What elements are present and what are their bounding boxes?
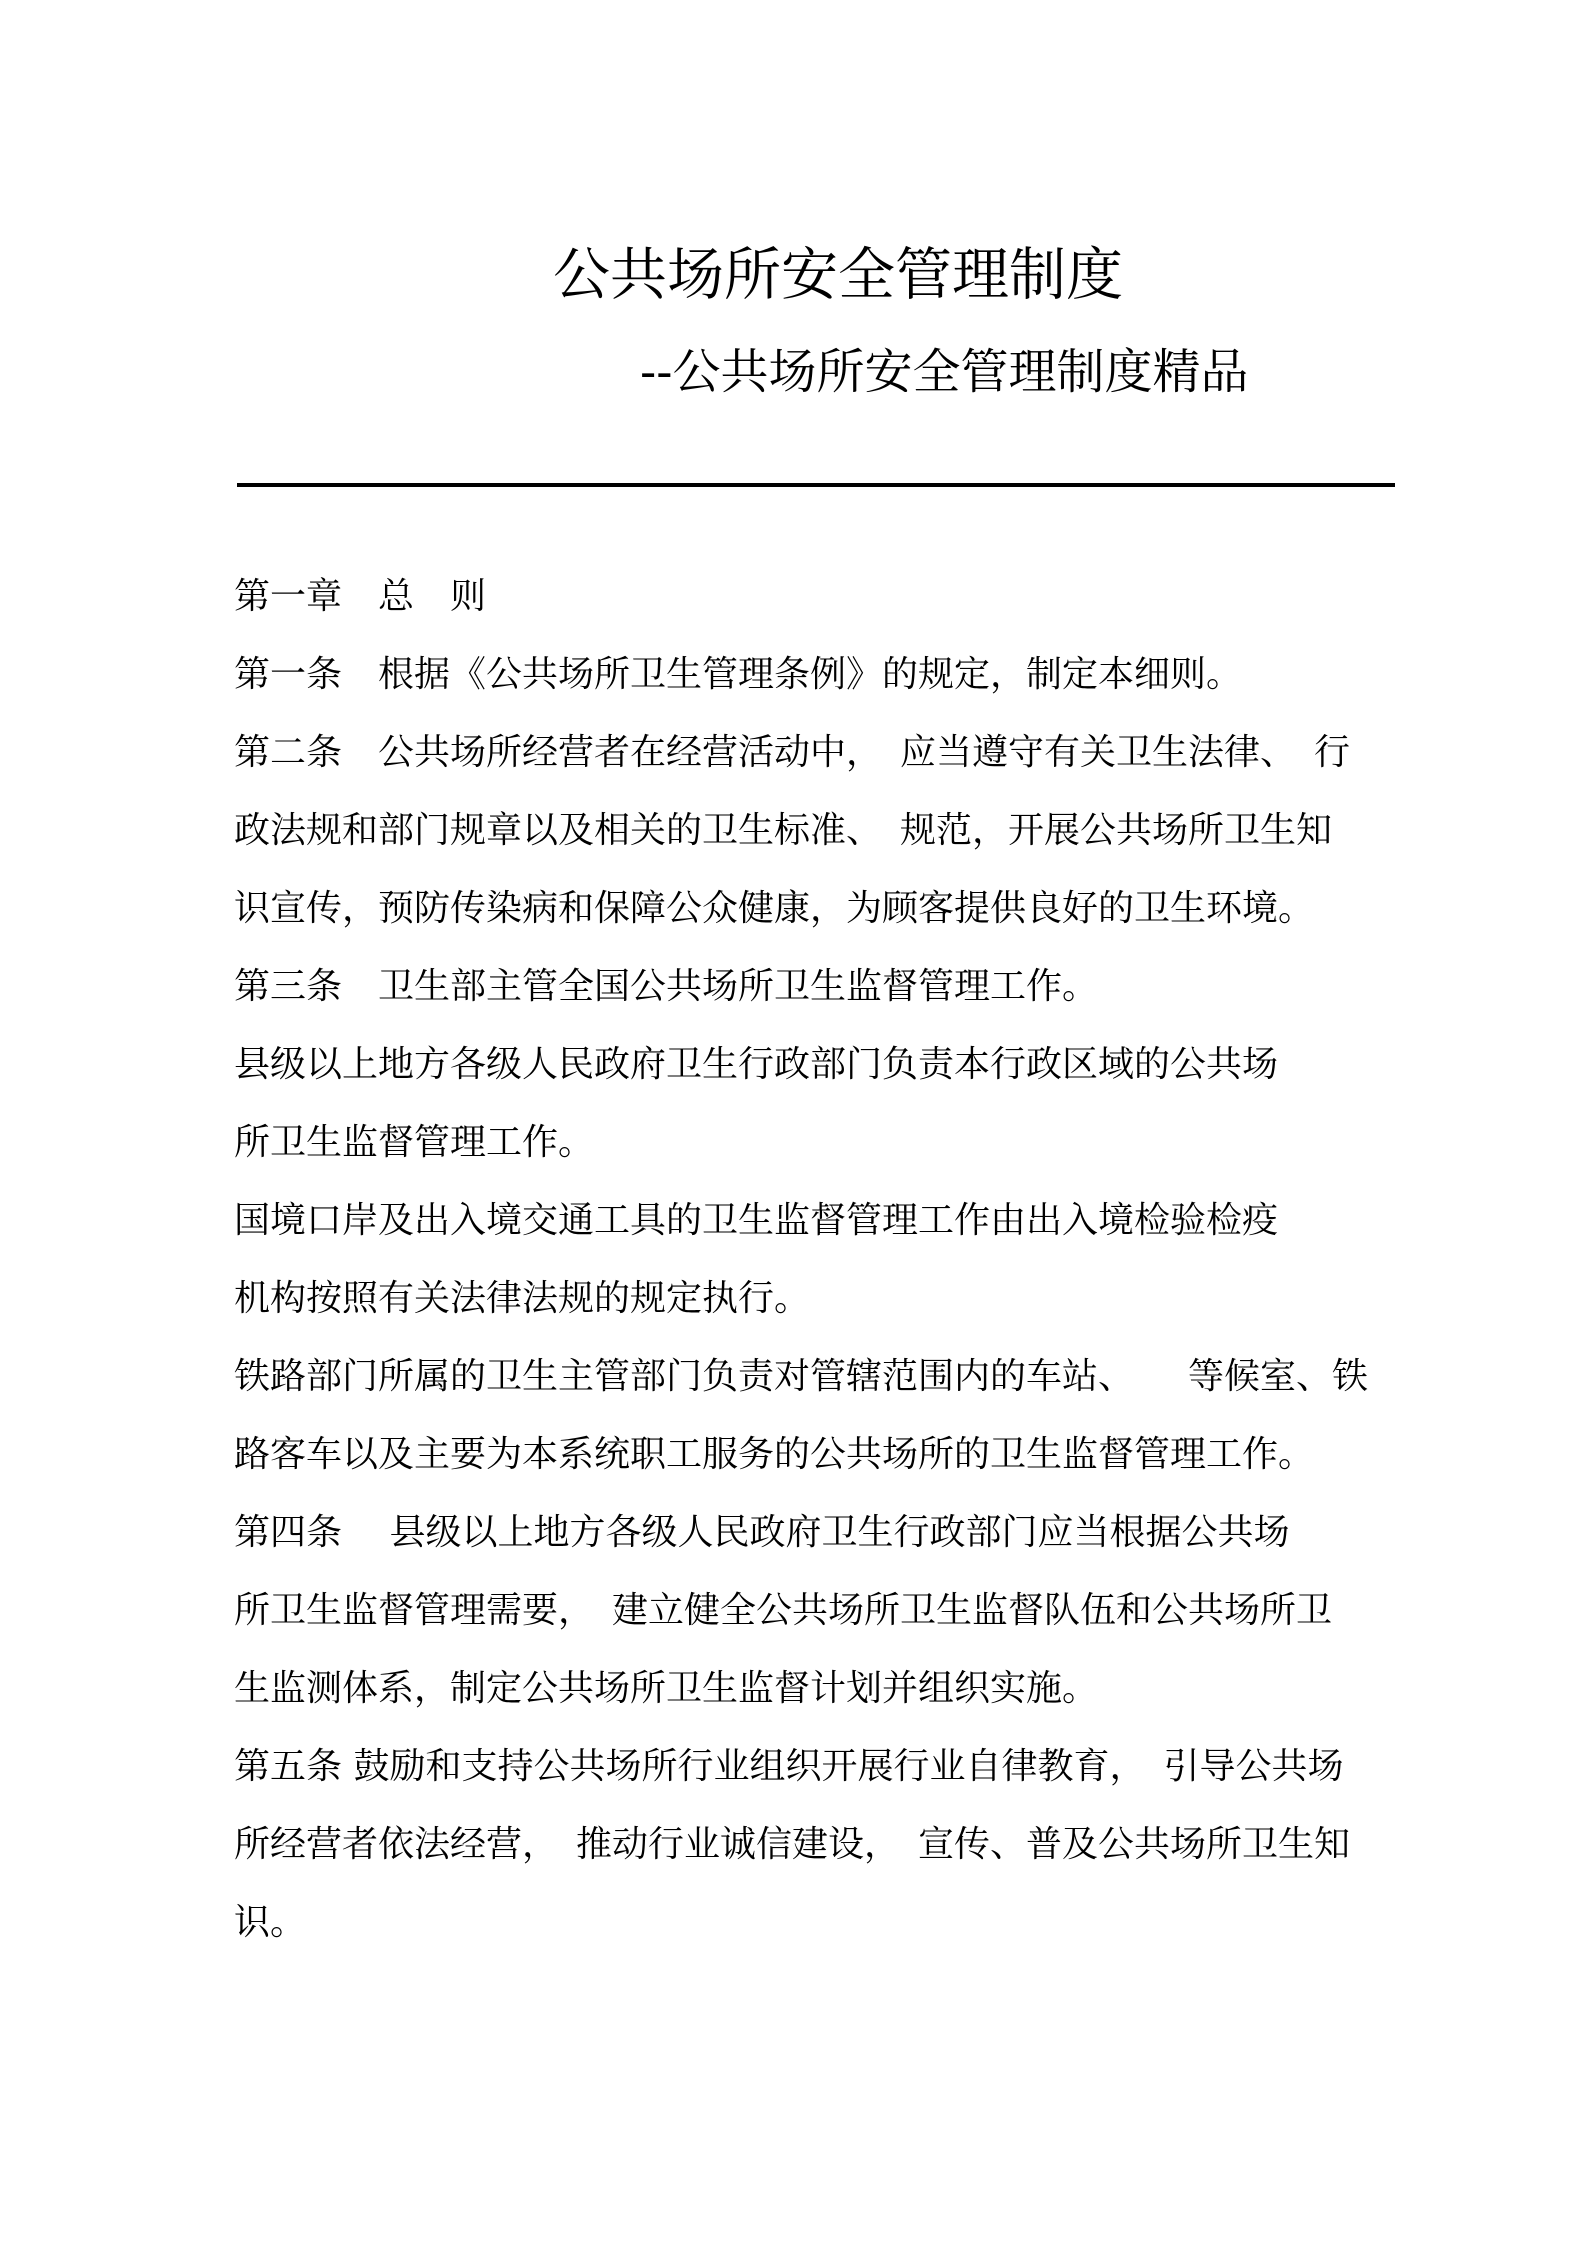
document-body xyxy=(0,558,1594,1962)
document-title: 公共场所安全管理制度 xyxy=(553,242,1123,308)
title-divider xyxy=(237,483,1395,487)
body-line-article-4-l2: 所卫生监督管理需要， 建立健全公共场所卫生监督队伍和公共场所卫 xyxy=(234,1590,1333,1631)
body-line-article-3-p3-l1: 国境口岸及出入境交通工具的卫生监督管理工作由出入境检验检疫 xyxy=(234,1200,1279,1241)
body-line-article-4-l3: 生监测体系，制定公共场所卫生监督计划并组织实施。 xyxy=(234,1668,1099,1709)
body-line-article-3-p2-l1: 县级以上地方各级人民政府卫生行政部门负责本行政区域的公共场 xyxy=(234,1044,1279,1085)
body-line-article-4-l1: 第四条 县级以上地方各级人民政府卫生行政部门应当根据公共场 xyxy=(234,1512,1290,1553)
body-line-article-3-p3-l2: 机构按照有关法律法规的规定执行。 xyxy=(234,1278,811,1319)
body-line-article-3-p4-l2: 路客车以及主要为本系统职工服务的公共场所的卫生监督管理工作。 xyxy=(234,1434,1315,1475)
body-line-article-1: 第一条 根据《公共场所卫生管理条例》的规定，制定本细则。 xyxy=(234,654,1243,695)
body-line-article-2-l2: 政法规和部门规章以及相关的卫生标准、 规范，开展公共场所卫生知 xyxy=(234,810,1333,851)
document-subtitle: --公共场所安全管理制度精品 xyxy=(640,344,1249,400)
body-line-article-3: 第三条 卫生部主管全国公共场所卫生监督管理工作。 xyxy=(234,966,1099,1007)
body-line-article-5-l2: 所经营者依法经营， 推动行业诚信建设， 宣传、普及公共场所卫生知 xyxy=(234,1824,1351,1865)
body-line-chapter-1-heading: 第一章 总 则 xyxy=(234,576,487,617)
body-line-article-3-p2-l2: 所卫生监督管理工作。 xyxy=(234,1122,595,1163)
body-line-article-2-l3: 识宣传，预防传染病和保障公众健康，为顾客提供良好的卫生环境。 xyxy=(234,888,1315,929)
body-line-article-3-p4-l1: 铁路部门所属的卫生主管部门负责对管辖范围内的车站、 等候室、铁 xyxy=(234,1356,1369,1397)
body-line-article-5-l3: 识。 xyxy=(234,1902,307,1943)
body-line-article-2-l1: 第二条 公共场所经营者在经营活动中， 应当遵守有关卫生法律、 行 xyxy=(234,732,1351,773)
body-line-article-5-l1: 第五条 鼓励和支持公共场所行业组织开展行业自律教育， 引导公共场 xyxy=(234,1746,1344,1787)
